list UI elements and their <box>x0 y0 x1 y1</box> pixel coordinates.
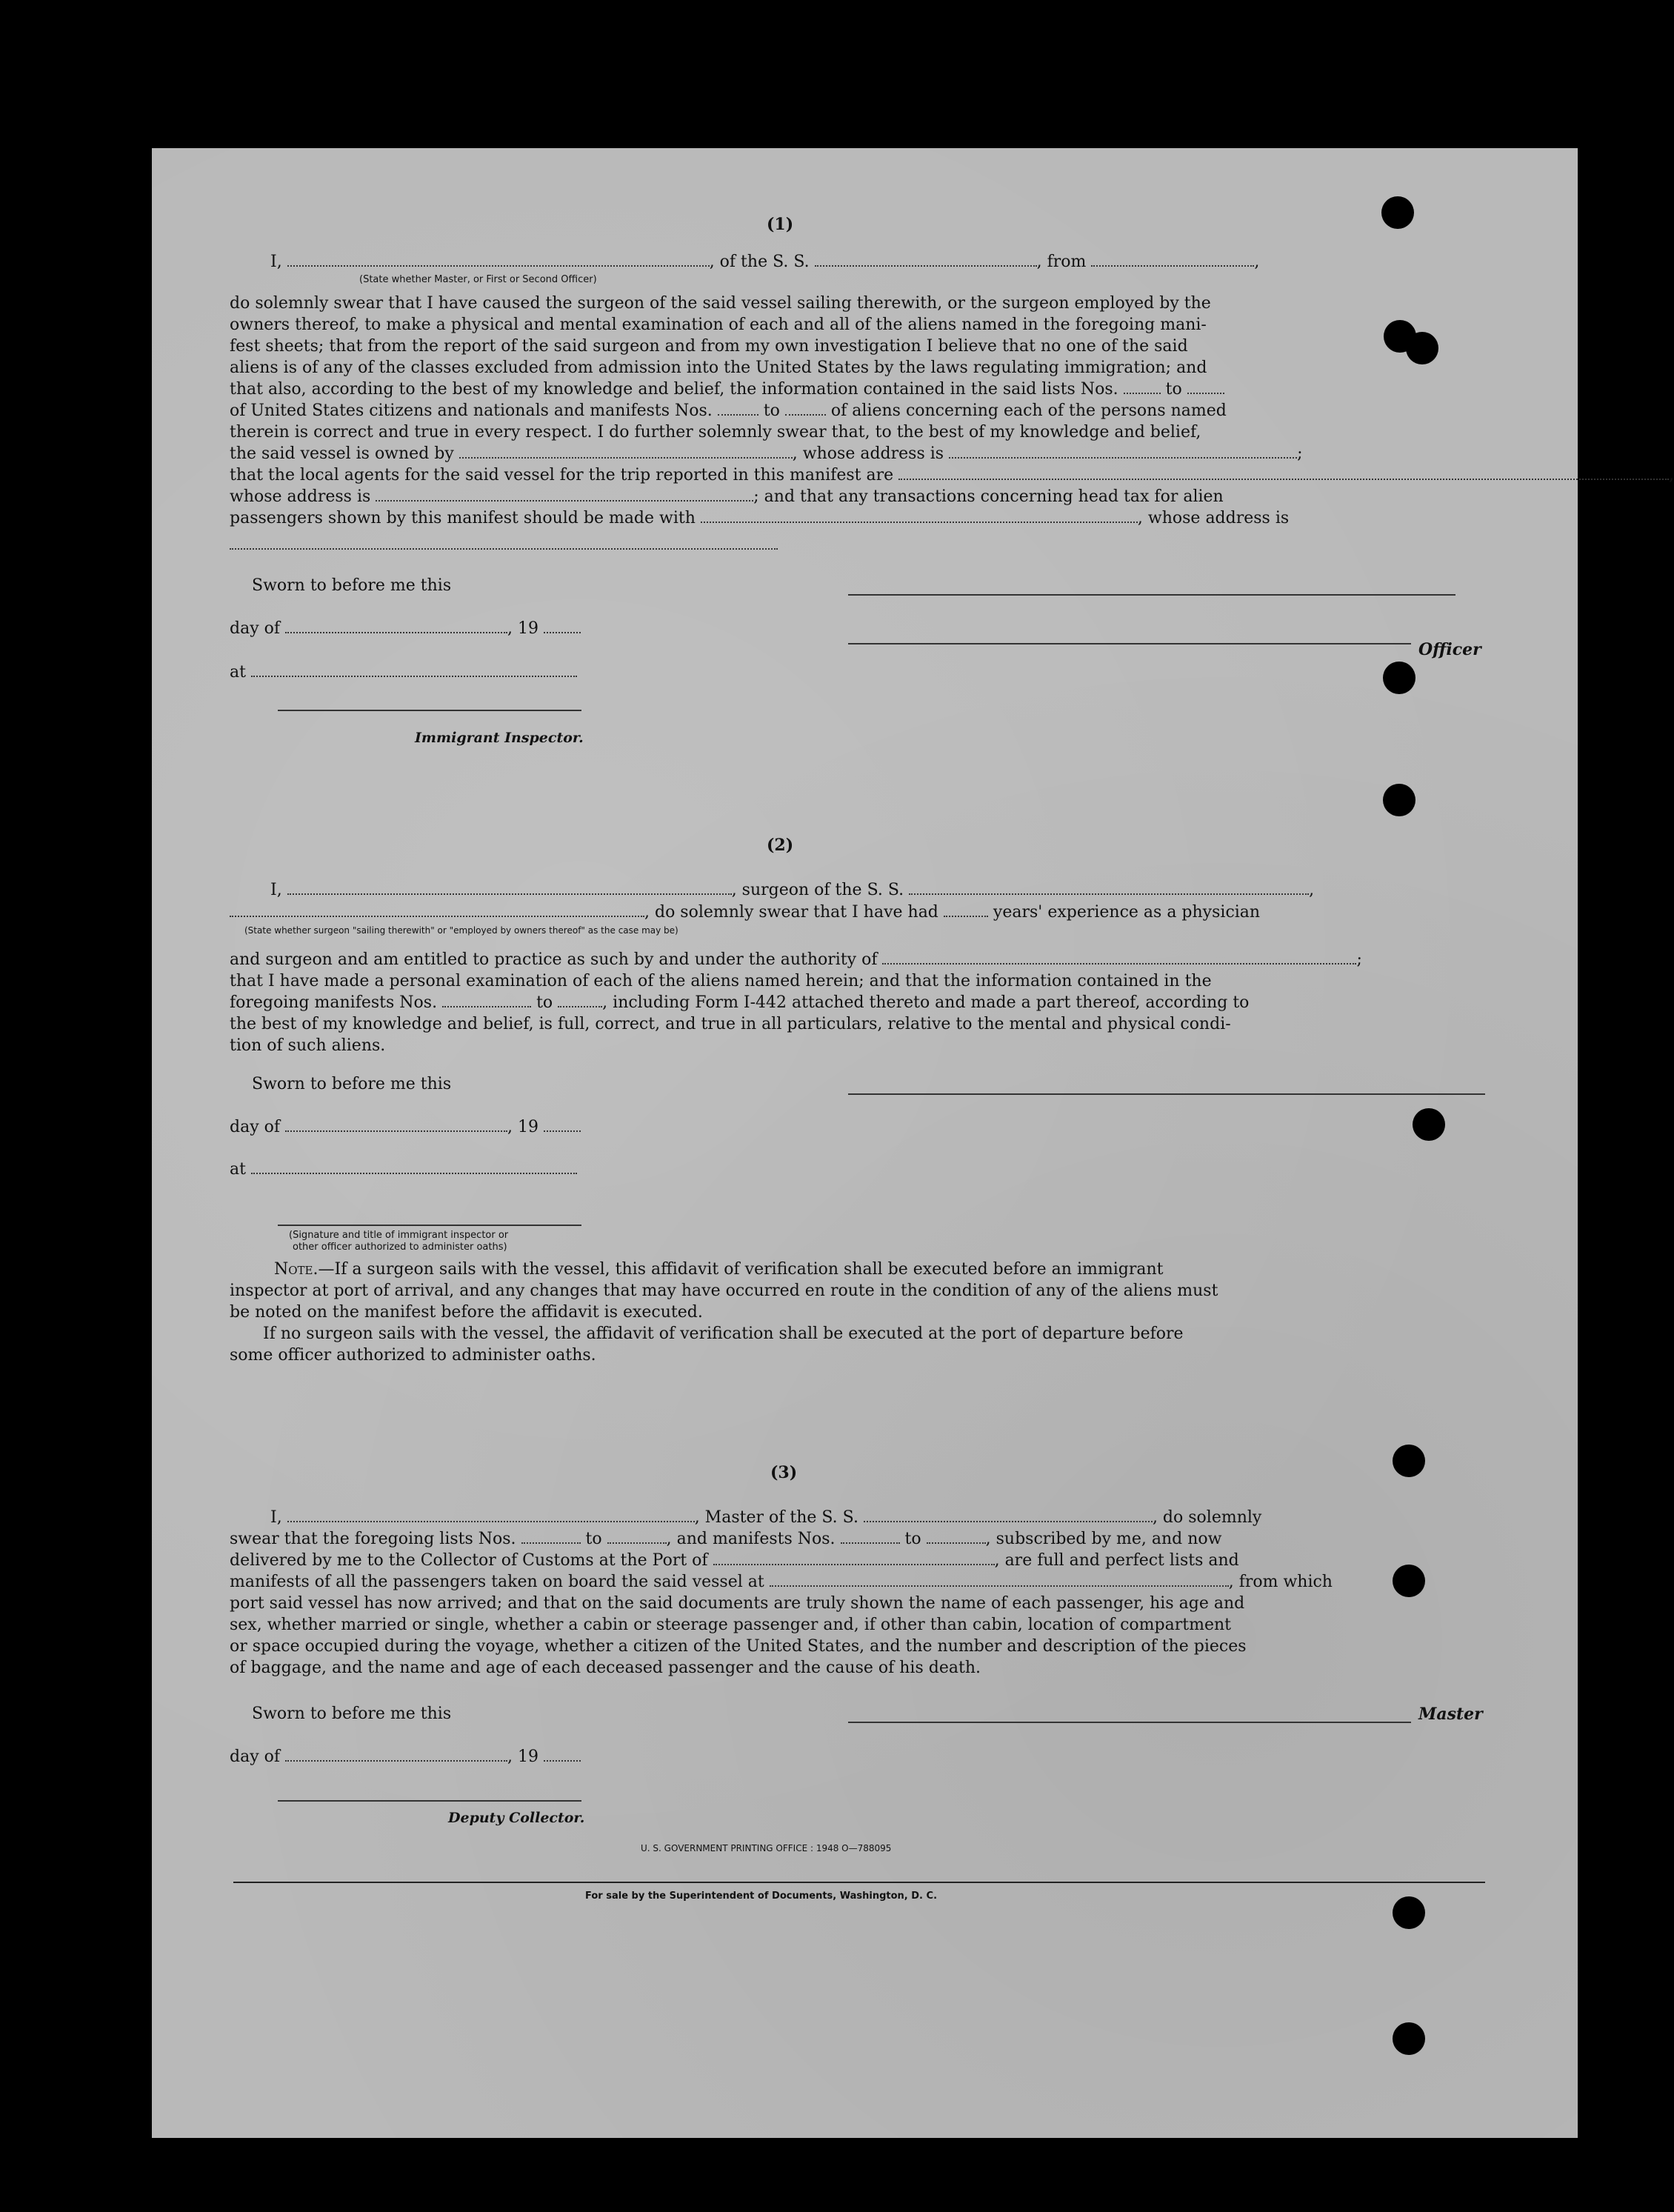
note-line-4: If no surgeon sails with the vessel, the affidavit of verification shall be executed at the port of departure before <box>263 1325 1184 1343</box>
section-3-body-5: port said vessel has now arrived; and that on the said documents are truly shown the name of each passenger, his age and <box>230 1594 1245 1613</box>
binder-hole <box>1381 196 1414 229</box>
section-2-sworn: Sworn to before me this <box>252 1075 452 1093</box>
section-3-line-1: I, , Master of the S. S. , do solemnly <box>270 1508 1262 1527</box>
section-1-body-6: of United States citizens and nationals and manifests Nos. to of aliens concerning each of the persons named <box>230 402 1227 420</box>
section-3-body-7: or space occupied during the voyage, whether a citizen of the United States, and the number and description of the pieces <box>230 1637 1247 1656</box>
note-line-3: be noted on the manifest before the affidavit is executed. <box>230 1303 703 1322</box>
note-line-1: Note.—If a surgeon sails with the vessel, this affidavit of verification shall be executed before an immigrant <box>274 1260 1164 1279</box>
section-1-address-line <box>230 548 778 550</box>
note-line-2: inspector at port of arrival, and any changes that may have occurred en route in the condition of any of the aliens must <box>230 1282 1218 1300</box>
section-3-line-3: delivered by me to the Collector of Customs at the Port of , are full and perfect lists and <box>230 1551 1239 1570</box>
officer-caption: (State whether Master, or First or Second Officer) <box>359 274 597 285</box>
section-2-day-of: day of , 19 <box>230 1117 581 1138</box>
binder-hole <box>1393 1445 1425 1477</box>
signature-caption-2: other officer authorized to administer oaths) <box>293 1242 507 1253</box>
binder-hole <box>1393 1896 1425 1929</box>
section-1-officer-signature-line[interactable] <box>848 594 1455 596</box>
binder-hole <box>1383 662 1415 694</box>
section-3-day-of: day of , 19 <box>230 1747 581 1768</box>
section-1-body-5: that also, according to the best of my knowledge and belief, the information contained in the said lists Nos. to <box>230 379 1224 400</box>
section-1-day-of: day of , 19 <box>230 619 581 639</box>
section-2-body-5: tion of such aliens. <box>230 1036 386 1055</box>
section-2-number: (2) <box>767 836 794 855</box>
section-2-line-1: I, , surgeon of the S. S. , <box>270 881 1315 899</box>
section-1-inspector-line[interactable] <box>278 710 581 711</box>
binder-hole <box>1413 1108 1445 1141</box>
for-sale-line: For sale by the Superintendent of Documents, Washington, D. C. <box>585 1890 938 1902</box>
section-3-sworn: Sworn to before me this <box>252 1705 452 1723</box>
section-1-number: (1) <box>767 215 794 234</box>
section-1-body-7: therein is correct and true in every respect. I do further solemnly swear that, to the best of my knowledge and belief, <box>230 423 1201 442</box>
section-3-body-8: of baggage, and the name and age of each deceased passenger and the cause of his death. <box>230 1659 981 1677</box>
binder-hole <box>1393 2022 1425 2055</box>
section-1-body-10: whose address is ; and that any transactions concerning head tax for alien <box>230 487 1224 506</box>
note-line-5: some officer authorized to administer oaths. <box>230 1346 596 1365</box>
section-2-surgeon-signature-line[interactable] <box>848 1093 1485 1095</box>
section-2-body-3: foregoing manifests Nos. to , including Form I-442 attached thereto and made a part thereof, according to <box>230 993 1250 1012</box>
section-2-at: at <box>230 1159 577 1180</box>
section-1-body-9: that the local agents for the said vessel for the trip reported in this manifest are , <box>230 466 1674 484</box>
section-2-body-1: and surgeon and am entitled to practice as such by and under the authority of ; <box>230 950 1362 969</box>
master-label: Master <box>1418 1705 1483 1724</box>
section-2-body-2: that I have made a personal examination of each of the aliens named herein; and that the information contained in the <box>230 972 1212 990</box>
section-1-officer-line[interactable] <box>848 643 1411 644</box>
section-1-body-8: the said vessel is owned by , whose address is ; <box>230 444 1303 463</box>
officer-label: Officer <box>1418 640 1481 659</box>
binder-hole <box>1406 332 1438 364</box>
deputy-collector-line[interactable] <box>278 1800 581 1802</box>
section-3-line-2: swear that the foregoing lists Nos. to , and manifests Nos. to , subscribed by me, and now <box>230 1530 1222 1548</box>
section-2-body-4: the best of my knowledge and belief, is full, correct, and true in all particulars, relative to the mental and physical condi- <box>230 1015 1231 1033</box>
section-1-body-3: fest sheets; that from the report of the said surgeon and from my own investigation I believe that no one of the said <box>230 337 1188 356</box>
printing-office-line: U. S. GOVERNMENT PRINTING OFFICE : 1948 O—788095 <box>641 1843 892 1853</box>
section-3-master-line[interactable] <box>848 1722 1411 1723</box>
section-2-line-2: , do solemnly swear that I have had years' experience as a physician <box>230 902 1260 923</box>
section-1-body-11: passengers shown by this manifest should be made with , whose address is <box>230 509 1290 527</box>
manifest-form-page <box>152 148 1674 2138</box>
surgeon-caption: (State whether surgeon "sailing therewith" or "employed by owners thereof" as the case may be) <box>244 925 678 936</box>
immigrant-inspector-label: Immigrant Inspector. <box>415 730 584 746</box>
binder-hole <box>1383 784 1415 816</box>
binder-hole <box>1393 1565 1425 1597</box>
section-3-number: (3) <box>770 1463 798 1482</box>
signature-caption-1: (Signature and title of immigrant inspector or <box>289 1230 509 1241</box>
section-3-body-6: sex, whether married or single, whether a cabin or steerage passenger and, if other than cabin, location of compartment <box>230 1616 1231 1634</box>
section-1-line-1: I, , of the S. S. , from , <box>270 253 1260 271</box>
section-1-sworn: Sworn to before me this <box>252 576 452 595</box>
section-1-body-1: do solemnly swear that I have caused the surgeon of the said vessel sailing therewith, or the surgeon employed by the <box>230 294 1211 313</box>
section-1-at: at <box>230 662 577 683</box>
section-3-line-4: manifests of all the passengers taken on board the said vessel at , from which <box>230 1573 1333 1591</box>
deputy-collector-label: Deputy Collector. <box>448 1810 585 1826</box>
section-2-signature-line[interactable] <box>278 1225 581 1226</box>
section-1-body-4: aliens is of any of the classes excluded from admission into the United States by the laws regulating immigration; and <box>230 359 1207 377</box>
footer-rule <box>233 1882 1485 1883</box>
section-1-body-2: owners thereof, to make a physical and mental examination of each and all of the aliens named in the foregoing mani- <box>230 316 1207 334</box>
